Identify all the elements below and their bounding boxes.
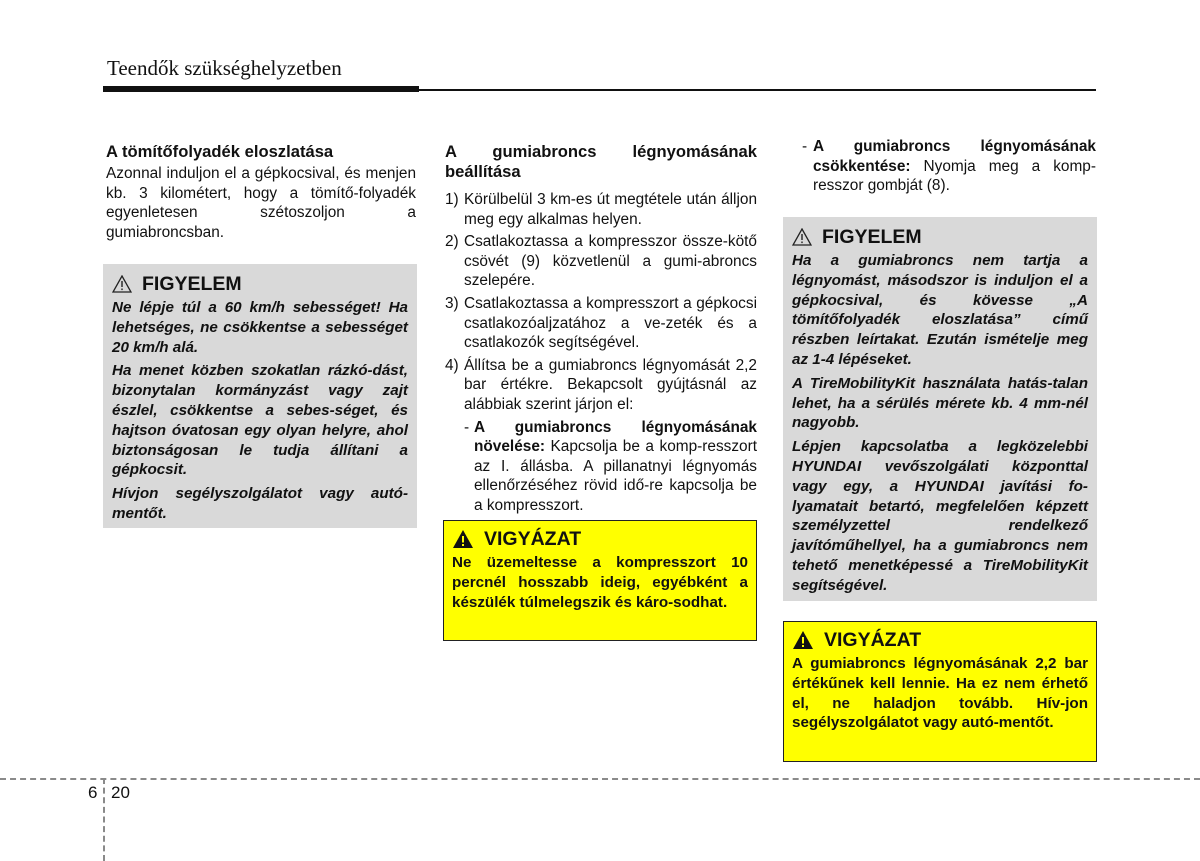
sub-item-decrease <box>790 137 1096 196</box>
warning-box-speed <box>103 264 417 528</box>
sub-item-dash: - <box>802 138 808 155</box>
chapter-number: 6 <box>88 783 98 802</box>
sub-item-text: Nyomja meg a komp-resszor gombját (8). <box>813 157 1096 195</box>
caution-triangle-icon <box>792 630 814 650</box>
caution-text: A gumiabroncs légnyomásának 2,2 bar értékűnek kell lennie. Ha ez nem érhető el, ne haladjon tovább. Hív-jon segélyszolgálatot vagy autó-mentőt. <box>792 655 1088 732</box>
warning-paragraph: Hívjon segélyszolgálatot vagy autó-mentőt. <box>112 485 408 522</box>
warning-title-text: FIGYELEM <box>822 226 922 248</box>
sub-item-text: Kapcsolja be a komp-resszort az I. állásba. A pillanatnyi légnyomás ellenőrzéséhez rövid idő-re kapcsolja be a kompresszort. <box>474 438 757 514</box>
warning-box-title <box>792 225 1088 249</box>
step-number: 4) <box>445 356 459 374</box>
caution-title-text: VIGYÁZAT <box>824 629 922 651</box>
warning-paragraph: A TireMobilityKit használata hatás-talan lehet, ha a sérülés mérete kb. 4 mm-nél nagyobb. <box>792 374 1088 432</box>
footer-dashed-rule <box>0 778 1200 780</box>
section-heading-sealant: A tömítőfolyadék eloszlatása <box>106 142 334 161</box>
warning-box-title <box>112 272 408 296</box>
caution-box-pressure <box>783 621 1097 762</box>
sub-item-dash: - <box>464 418 470 436</box>
sub-item-bold: A gumiabroncs légnyomásának csökkentése: <box>813 138 1096 175</box>
caution-box-title <box>792 628 1088 652</box>
warning-box-repair <box>783 217 1097 601</box>
section-heading-pressure <box>445 142 757 182</box>
warning-triangle-icon <box>792 228 812 246</box>
header-rule-thin <box>419 89 1096 91</box>
step-text: Állítsa be a gumiabroncs légnyomását 2,2 bar értékre. Bekapcsolt gyújtásnál az alábbiak szerint járjon el: <box>464 356 757 413</box>
section-heading-line: beállítása <box>445 162 521 181</box>
step-text: Körülbelül 3 km-es út megtétele után álljon meg egy alkalmas helyen. <box>464 191 757 228</box>
caution-text: Ne üzemeltesse a kompresszort 10 percnél hosszabb ideig, egyébként a készülék túlmelegszik és káro-sodhat. <box>452 554 748 611</box>
section-heading-line: A gumiabroncs légnyomásának <box>445 142 757 161</box>
warning-paragraph: Lépjen kapcsolatba a legközelebbi HYUNDAI vevőszolgálati központtal vagy egy, a HYUNDAI javítási fo-lyamatait betartó, megfelelően képzett személyzettel rendelkező javítóműhellyel, ha a gumiabroncs nem tehető menetképessé a TireMobilityKit segítségével. <box>792 438 1088 594</box>
step-number: 1) <box>445 191 459 208</box>
list-item <box>445 232 757 291</box>
page-number: 20 <box>111 783 130 802</box>
header-rule-thick <box>103 86 419 92</box>
column-left <box>106 142 416 242</box>
steps-list <box>445 190 757 415</box>
list-item <box>445 190 757 229</box>
warning-paragraph: Ha a gumiabroncs nem tartja a légnyomást, másodszor is induljon el a gépkocsival, és kövesse „A tömítőfolyadék eloszlatása” című részben leírtakat. Ezután ismételje meg az 1-4 lépéseket. <box>792 252 1088 368</box>
list-item <box>445 294 757 353</box>
warning-paragraph: Ha menet közben szokatlan rázkó-dást, bizonytalan kormányzást vagy zajt észlel, csökkentse a sebes-séget, és hajtson óvatosan egy olyan helyre, ahol biztonságosan le tudja állítani a gépkocsit. <box>112 362 408 479</box>
caution-triangle-icon <box>452 529 474 549</box>
step-text: Csatlakoztassa a kompresszor össze-kötő csövét (9) közvetlenül a gumi-abroncs szelepére. <box>464 233 757 290</box>
sub-item-bold: A gumiabroncs légnyomásának növelése: <box>474 418 757 456</box>
column-middle <box>445 142 757 516</box>
warning-paragraph: Ne lépje túl a 60 km/h sebességet! Ha lehetséges, ne csökkentse a sebességet 20 km/h alá. <box>112 299 408 356</box>
warning-title-text: FIGYELEM <box>142 273 242 295</box>
warning-triangle-icon <box>112 275 132 293</box>
caution-box-title <box>452 527 748 551</box>
page-header-title: Teendők szükséghelyzetben <box>107 56 342 80</box>
column-right <box>790 135 1096 196</box>
step-number: 3) <box>445 294 459 312</box>
caution-box-compressor <box>443 520 757 641</box>
section-body-sealant: Azonnal induljon el a gépkocsival, és menjen kb. 3 kilométert, hogy a tömítő-folyadék egyenletesen szétoszoljon a gumiabroncsban. <box>106 165 416 241</box>
footer-dashed-divider <box>103 778 105 861</box>
caution-title-text: VIGYÁZAT <box>484 528 582 550</box>
step-text: Csatlakoztassa a kompresszort a gépkocsi csatlakozóaljzatához a ve-zeték és a csatlakozók segítségével. <box>464 294 757 352</box>
sub-item-increase <box>445 418 757 516</box>
list-item <box>445 356 757 415</box>
step-number: 2) <box>445 233 459 251</box>
